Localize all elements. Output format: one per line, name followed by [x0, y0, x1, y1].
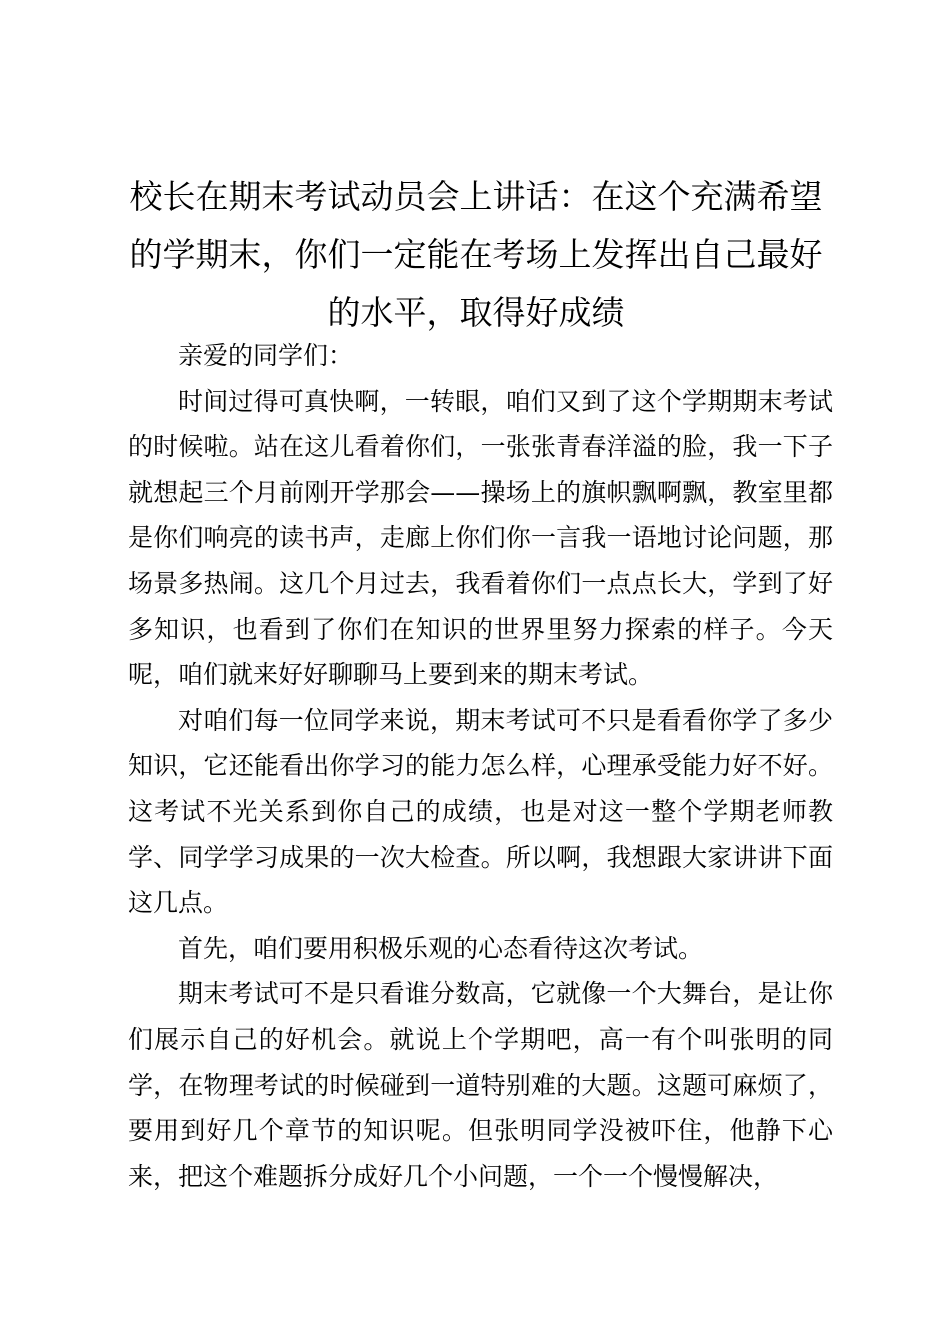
paragraph-greeting: 亲爱的同学们：: [178, 341, 354, 370]
document-body: [128, 333, 833, 1199]
paragraph-heading: 首先，咱们要用积极乐观的心态看待这次考试。: [178, 933, 704, 963]
document-title: 校长在期末考试动员会上讲话：在这个充满希望的学期末，你们一定能在考场上发挥出自己最好的水平，取得好成绩: [129, 177, 823, 332]
paragraph: 期末考试可不是只看谁分数高，它就像一个大舞台，是让你们展示自己的好机会。就说上个学期吧，高一有个叫张明的同学，在物理考试的时候碰到一道特别难的大题。这题可麻烦了，要用到好几个章节的知识呢。但张明同学没被吓住，他静下心来，把这个难题拆分成好几个小问题，一个一个慢慢解决，: [128, 979, 833, 1191]
paragraph: 对咱们每一位同学来说，期末考试可不只是看看你学了多少知识，它还能看出你学习的能力怎么样，心理承受能力好不好。这考试不光关系到你自己的成绩，也是对这一整个学期老师教学、同学学习成果的一次大检查。所以啊，我想跟大家讲讲下面这几点。: [128, 705, 833, 918]
paragraph: 时间过得可真快啊，一转眼，咱们又到了这个学期期末考试的时候啦。站在这儿看着你们，一张张青春洋溢的脸，我一下子就想起三个月前刚开学那会——操场上的旗帜飘啊飘，教室里都是你们响亮的读书声，走廊上你们你一言我一语地讨论问题，那场景多热闹。这几个月过去，我看着你们一点点长大，学到了好多知识，也看到了你们在知识的世界里努力探索的样子。今天呢，咱们就来好好聊聊马上要到来的期末考试。: [128, 386, 833, 690]
